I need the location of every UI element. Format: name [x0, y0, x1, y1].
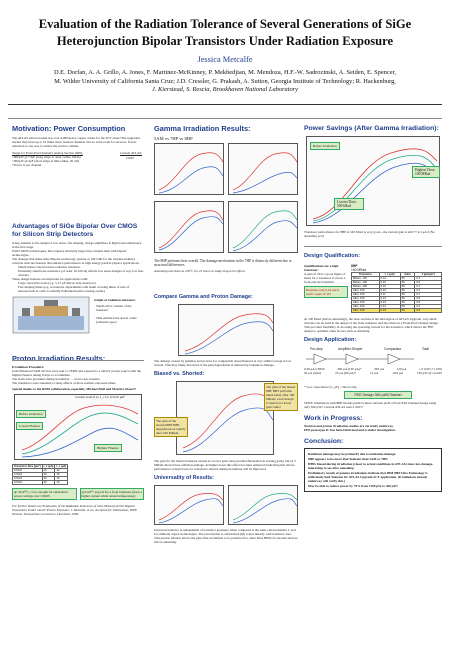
biased-chart [154, 381, 298, 457]
design-caption: At 100 Mrad (before annealing!), the dose reached at the mid-region of ATLAS Upgrade, very small currents can be used in the design of the front transistor and the others in a Front-End Channel design. This provides flexibility in choosing the operating current for the transistor, which allows the FEE design to optimize other factors such as matching. [304, 317, 439, 333]
table-cell: 0.1 [415, 285, 442, 289]
table-cell: 0.5x10 [13, 469, 43, 473]
table-cell: 0.5x10 [13, 473, 43, 477]
chain-value: 1.5 mW (+1 100) [419, 367, 442, 371]
gamma-caption-b: Annealing was done at 100°C for 24 hours to study long-term effects. [154, 269, 246, 273]
authors-line-2: M. Wilder University of California Santa Cruz; J.D. Cressler, G. Prakash, A. Sutton, Georgia Institute of Technology; R. Hackenburg, [54, 77, 396, 85]
gamma-caption-e: Universal behavior is independent of transistor geometry when compared at the same current density J, and for similarly doped technologies. The prescription to obtain final β(I) scales linearly with transistor area. This precise relation allows the gain after irradiation to be predicted for other SiGe HBTs for shorted devices before annealing. [154, 528, 298, 544]
conclusion-item: Radiation damage may be primarily due to ionization damage. [308, 452, 397, 456]
fee-caption: SPICE simulations with 8HP models predicts these currents yield a Front-End Channel design using only 360 μW!! Current ATLAS uses 2 mW!! [304, 401, 437, 409]
chain-value: 10.8 μA [392, 371, 403, 375]
qualification-box [304, 264, 348, 313]
origin-item: Thin emitter-base spacer oxide (radiation spec) [96, 316, 137, 325]
table-cell: 0.2 [415, 289, 442, 293]
chain-values [304, 367, 442, 375]
qualification-title: Qualifications for a high transistor: [304, 264, 339, 272]
hbt-cross-section-image [12, 296, 90, 334]
right-column [304, 124, 442, 492]
table-cell: 0.1 [415, 277, 442, 281]
poster-title: Evaluation of the Radiation Tolerance of Several Generations of SiGe Heterojunction Bipolar Transistors Under Radiation Exposure [38, 17, 412, 48]
table-cell: 50 [400, 305, 415, 309]
compare-plot [178, 304, 274, 356]
table-cell: 0.12 [379, 277, 400, 281]
table-cell: 50 [400, 281, 415, 285]
qualification-table [351, 272, 442, 313]
chain-value: 120 μA [396, 367, 407, 371]
gamma-8hp-svg [155, 202, 225, 254]
proton-table-header: Transistor Size (μm²) [14, 465, 41, 469]
design-heading: Design Qualification: [304, 253, 360, 259]
table-cell: 50 [400, 301, 415, 305]
proton-bullet: The leads were grounded during irradiation → worst case scenario. [12, 377, 101, 382]
work-item: FEE prototype IC has been fabricated and is under investigation. [304, 428, 396, 432]
power-svg [307, 137, 441, 227]
qual-table-header: J (μA/μm²) [415, 273, 442, 277]
advantages-list [12, 241, 144, 293]
universality-plot-right [228, 485, 298, 525]
advantage-item: The changes that make SiGe Bipolar technology operate at 100 GHz for the wireless industry coincide with the features that enhance performance in high energy particle physics applications. [12, 257, 140, 266]
proton-bullet: Gain-Enhanced 5AM devices were sent to CERN and exposed to a 24GeV proton source with the highest fluence taking 9 days to accumulate. [12, 369, 141, 378]
table-cell: 0.11 [379, 293, 400, 297]
power-chart [304, 136, 442, 228]
chain-value: 130 μW @ 14 mW [416, 371, 442, 375]
presenter-name: Jessica Metcalfe [197, 55, 253, 64]
table-cell: After, 100 [352, 309, 380, 313]
current-atlas-value: 2 mW [125, 156, 134, 160]
conclusion-box [304, 448, 442, 492]
fee-design-label: FEE Design 360 μW/Channel [344, 391, 412, 399]
power-heading: Power Savings (After Gamma Irradiation): [304, 125, 439, 132]
chain-value: 0.26 μA CMOS [304, 367, 325, 371]
label-before-irradiation: Before Irradiation [16, 410, 46, 418]
conclusion-item: May be able to reduce power by 75% from 1500 μW to 360 μW! [308, 484, 398, 488]
table-cell: After, 100 [352, 289, 380, 293]
chain-value: 50 μA (after) [304, 371, 322, 375]
table-cell: After, 100 [352, 301, 380, 305]
universality-left-svg [155, 486, 225, 526]
origin-title: Origin of radiation tolerance: [94, 298, 136, 303]
universality-charts [154, 485, 298, 525]
chain-preamp-label: Pre-Amp [310, 347, 324, 351]
biased-plot [176, 381, 274, 455]
table-cell: 50 [400, 277, 415, 281]
right-divider [304, 246, 442, 247]
proton-table-header: I_c (μA) [43, 465, 54, 469]
gamma-subhead: 5AM vs 7HP vs 8HP [154, 136, 193, 141]
gamma-caption-d: The gain for the biased transistor started at a lower gain value (normal fluctuation in starting gain), but by 5 MRads showed less radiation damage. At higher doses this effect becomes enhanced indicating that device performance at high doses for transistors shorted during irradiation will be improved. [154, 459, 296, 471]
table-cell: After, 100 [352, 293, 380, 297]
callout-shorted: The gain of the shorted 8HP HBT degrades more rapidly after 100 MRads. [154, 417, 188, 437]
chain-total-label: Total [422, 347, 429, 351]
advantage-subitem: Extremely small base resistance (of order 10-100 Ω) affords low noise designs at very low bias currents. [18, 269, 144, 278]
qualification-table-wrap [351, 264, 442, 313]
table-cell: 15 [55, 473, 68, 477]
rd50-thanks: Special thanks to the RD50 collaboration, especially, Michael Moll and Maurice Glaser!! [12, 387, 137, 392]
table-cell: 0.5x10 [13, 481, 43, 485]
table-cell: 0.24 [379, 297, 400, 301]
advantage-item: With CMOS technologies, this requires relatively larger bias currents than with bipolar technologies. [12, 249, 127, 258]
work-heading: Work in Progress: [304, 415, 363, 422]
motivation-heading: Motivation: Power Consumption [12, 124, 126, 133]
table-cell: After, 100 [352, 305, 380, 309]
callout-biased: The gain of the biased 8HP HBT performs much better after 100 MRads, even though it started at a lower gain value! [264, 383, 298, 411]
proton-table-header: I_c (μA) [56, 465, 67, 469]
advantage-subitem: Fast shaping times (e.g. accelerator experiments with beam crossing times of tens of nanoseconds in order to identify individual beam crossing events) [18, 285, 130, 294]
table-cell: 50 [400, 309, 415, 313]
gamma-anneal-svg [229, 202, 299, 254]
table-cell: Before, 100 [352, 281, 380, 285]
power-caption: Transistor performance for 8HP at 100 Mrad is very good—the current gain is still 77 at 1μA/f (No annealing yet!) [304, 230, 435, 238]
label-before-irradiation-power: Before Irradiation [310, 142, 340, 150]
advantage-item: A key element to the design of low noise, fast shaping, charge amplifiers is high transconductance in the first stage. [12, 241, 142, 250]
conclusion-item: HBTs biased during irradiation (closer to actual conditions in ATLAS) show less damage- interesting to see after annealing. [308, 462, 434, 470]
middle-column [154, 124, 298, 544]
authors-line-1: D.E. Dorfan, A. A. Grillo, A. Jones, F. Martinez-McKinney, P. Mekhedjian, M. Mendoza, H.F.-W. Sadrozinski, A. Seiden, E. Spencer, [53, 69, 397, 76]
advantages-heading: Advantages of SiGe Bipolar Over CMOS for Silicon Strip Detectors [12, 223, 138, 238]
gamma-plot-8hp [154, 201, 224, 253]
chain-shaper-label: Amplifier-Shaper [338, 347, 363, 351]
table-cell: 22 [55, 469, 68, 473]
table-cell: 20 [42, 473, 55, 477]
table-cell: 10 [42, 469, 55, 473]
universality-right-svg [229, 486, 299, 526]
power-note: *Power is per channel [12, 163, 42, 167]
author-list [12, 69, 438, 95]
left-column [12, 124, 144, 516]
advantage-item: These design features are important for applications with: [12, 277, 89, 282]
series-highest-line [22, 428, 138, 457]
label-lowest-fluence: Lowest Fluence [16, 422, 43, 430]
gamma-caption-c: The damage caused by gammas and protons for comparable doses/fluences is very similar except at low current. This may imply that most of the gain degradation is induced by ionization damage. [154, 359, 292, 367]
qual-table-title: 8HP [351, 264, 358, 268]
gamma-5am-svg [155, 144, 225, 196]
table-cell: After, 100 [352, 297, 380, 301]
table-cell: 0.24 [379, 289, 400, 293]
label-highest-dose: Highest Dose, 100 MRad [412, 166, 440, 178]
qual-table-header: Transistor [352, 273, 380, 277]
chain-footnote: * Low capacitance (C_pF) = Short strip [304, 385, 357, 389]
table-cell: 0.21 [379, 301, 400, 305]
qual-table-header: Gain [400, 273, 415, 277]
table-cell: 30 [42, 477, 55, 481]
conclusion-heading: Conclusion: [304, 438, 344, 445]
gamma-heading: Gamma Irradiation Results: [154, 124, 251, 133]
origin-item: Small active volume of the transistor [96, 304, 132, 313]
table-cell: 0.14 [379, 305, 400, 309]
universality-heading: Universality of Results: [154, 475, 214, 481]
chain-value: 295 μA [374, 367, 385, 371]
table-cell: 10 [55, 481, 68, 485]
conclusion-item: 8HP appears to be more Rad Tolerant than 5AM or 7HP. [308, 457, 388, 461]
table-cell: 0.8 [415, 301, 442, 305]
target-short-strips: <300μW @ 4pF (short strips at mid-radius, 20 cm) [12, 159, 80, 163]
advantage-subitem: Small feature size increases radiation tolerance. [18, 265, 81, 270]
current-atlas-label: Current ATLAS: [120, 151, 142, 155]
proton-note-right: @1x10¹⁵: β good for a front transistor (have a higher current while anneal temperature) [80, 488, 145, 500]
table-cell: 50 [400, 289, 415, 293]
table-cell: Before, 100 [352, 277, 380, 281]
gamma-plot-anneal [228, 201, 298, 253]
table-cell: 0.9 [415, 297, 442, 301]
gamma-chart-grid [154, 143, 298, 311]
table-cell: 0.6 [415, 281, 442, 285]
chain-svg [304, 352, 442, 366]
chain-value: 12 μA [370, 371, 379, 375]
authors-line-3: J. Kierstead, S. Rescia, Brookhaven National Laboratory [151, 86, 299, 94]
application-heading: Design Application: [304, 337, 357, 343]
chain-comparator-label: Comparator [384, 347, 402, 351]
gamma-plot-5am [154, 143, 224, 195]
proton-results-row [12, 464, 144, 485]
table-cell: 0.24 [379, 309, 400, 313]
compare-heading: Compare Gamma and Proton Damage: [154, 294, 253, 300]
table-cell: 0.10 [379, 285, 400, 289]
gamma-7hp-svg [229, 144, 299, 196]
proton-notes [12, 488, 144, 500]
table-cell: 50 [400, 293, 415, 297]
qual-table-header: I_c (μA) [379, 273, 400, 277]
table-cell: 12 [55, 477, 68, 481]
table-cell: 0.4 [415, 305, 442, 309]
table-cell: 40 [42, 481, 55, 485]
table-cell: 0.24 [379, 281, 400, 285]
qualification-table-body [352, 277, 442, 313]
qual-table-subtitle: 100 MRad [351, 268, 367, 272]
table-cell: 0.6 [415, 309, 442, 313]
power-target-block [12, 151, 144, 173]
proton-reference: For further details see Evaluation of the Radiation Tolerance of SiGe Heterojunction Bipolar Transistors Under 24GeV Proton Exposure, J. Metcalfe, et al., Accepted for Publication, IEEE Nuclear Transactions on Science, December 2006. [12, 504, 137, 517]
qualification-text: A gain of 50 is a good figure of merit for a transistor to run in a front-end environment. [304, 272, 346, 284]
proton-bullet: The transistors were annealed to study effects of more realistic exposure times. [12, 381, 117, 386]
table-cell: 0.7 [415, 293, 442, 297]
proton-chart-title: Current Gain β vs. I_c for 0.5x10 μm² [74, 395, 126, 400]
proton-gain-chart [12, 394, 144, 462]
transistor-diagram [12, 296, 144, 336]
table-cell: 50 [400, 285, 415, 289]
work-item: Neutron and proton irradiation studies are currently underway. [304, 424, 394, 428]
target-long-strips: <600μW @ 75pF (long strips at outer radius, 60cm) [12, 155, 81, 159]
compare-svg [179, 305, 275, 357]
label-lowest-dose: Lowest Dose, 500 kRad [334, 198, 364, 210]
table-cell: 50 [400, 297, 415, 301]
design-qualification-block [304, 264, 442, 313]
label-highest-fluence: Highest Fluence [94, 444, 122, 452]
signal-chain-diagram [304, 347, 442, 383]
proton-heading: Proton Irradiation Results: [12, 354, 106, 364]
biased-svg [177, 382, 275, 456]
gamma-plot-7hp [228, 143, 298, 195]
chain-value: 300 μA (120 μA)* [337, 367, 362, 371]
header-rule [8, 104, 442, 105]
left-divider [12, 360, 144, 361]
proton-note-left: @ 3x10¹⁴ I_c low enough for substantial power savings over CMOS [12, 488, 77, 500]
motivation-body: The ATLAS silicon tracker has over 4,000 heavy copper cables for the SCT alone! The upgraded tracker may have up to 10 times more readout channels, but no extra room for services. Power reduction is one way to reduce the service volume. [12, 136, 140, 148]
universality-plot-left [154, 485, 224, 525]
gamma-caption-a: The 8HP performs best overall. The damage mechanism in the 7HP is distinctly different due to structural differences. [154, 259, 292, 267]
chain-value: 25 μA (80 μA)* [335, 371, 357, 375]
table-cell: Before, 100 [352, 285, 380, 289]
table-cell: 0.5x10 [13, 477, 43, 481]
target-label: Target for Front-End Channel's Analog Section (600): [12, 151, 83, 155]
qual-table-row [352, 309, 442, 313]
proton-table [12, 464, 68, 485]
advantage-subitem: Large capacitive loads (e.g. 5-15 pF silicon strip detectors) [18, 281, 96, 286]
section-rule [8, 118, 442, 119]
conclusion-item: Preliminary results of gamma irradiations indicate that IBM 8HP SiGe Technology is sufficiently Rad Tolerant for ATLAS Upgrade SCT application. (Irradiations already underway will verify this.) [308, 471, 428, 483]
procedure-label: Irradiation Procedure: [12, 365, 45, 370]
biased-heading: Biased vs. Shorted: [154, 371, 205, 377]
chain-row-2 [304, 371, 442, 375]
qualification-highlight: Requires only 0.24 μA to reach a gain of 50! [304, 286, 348, 298]
